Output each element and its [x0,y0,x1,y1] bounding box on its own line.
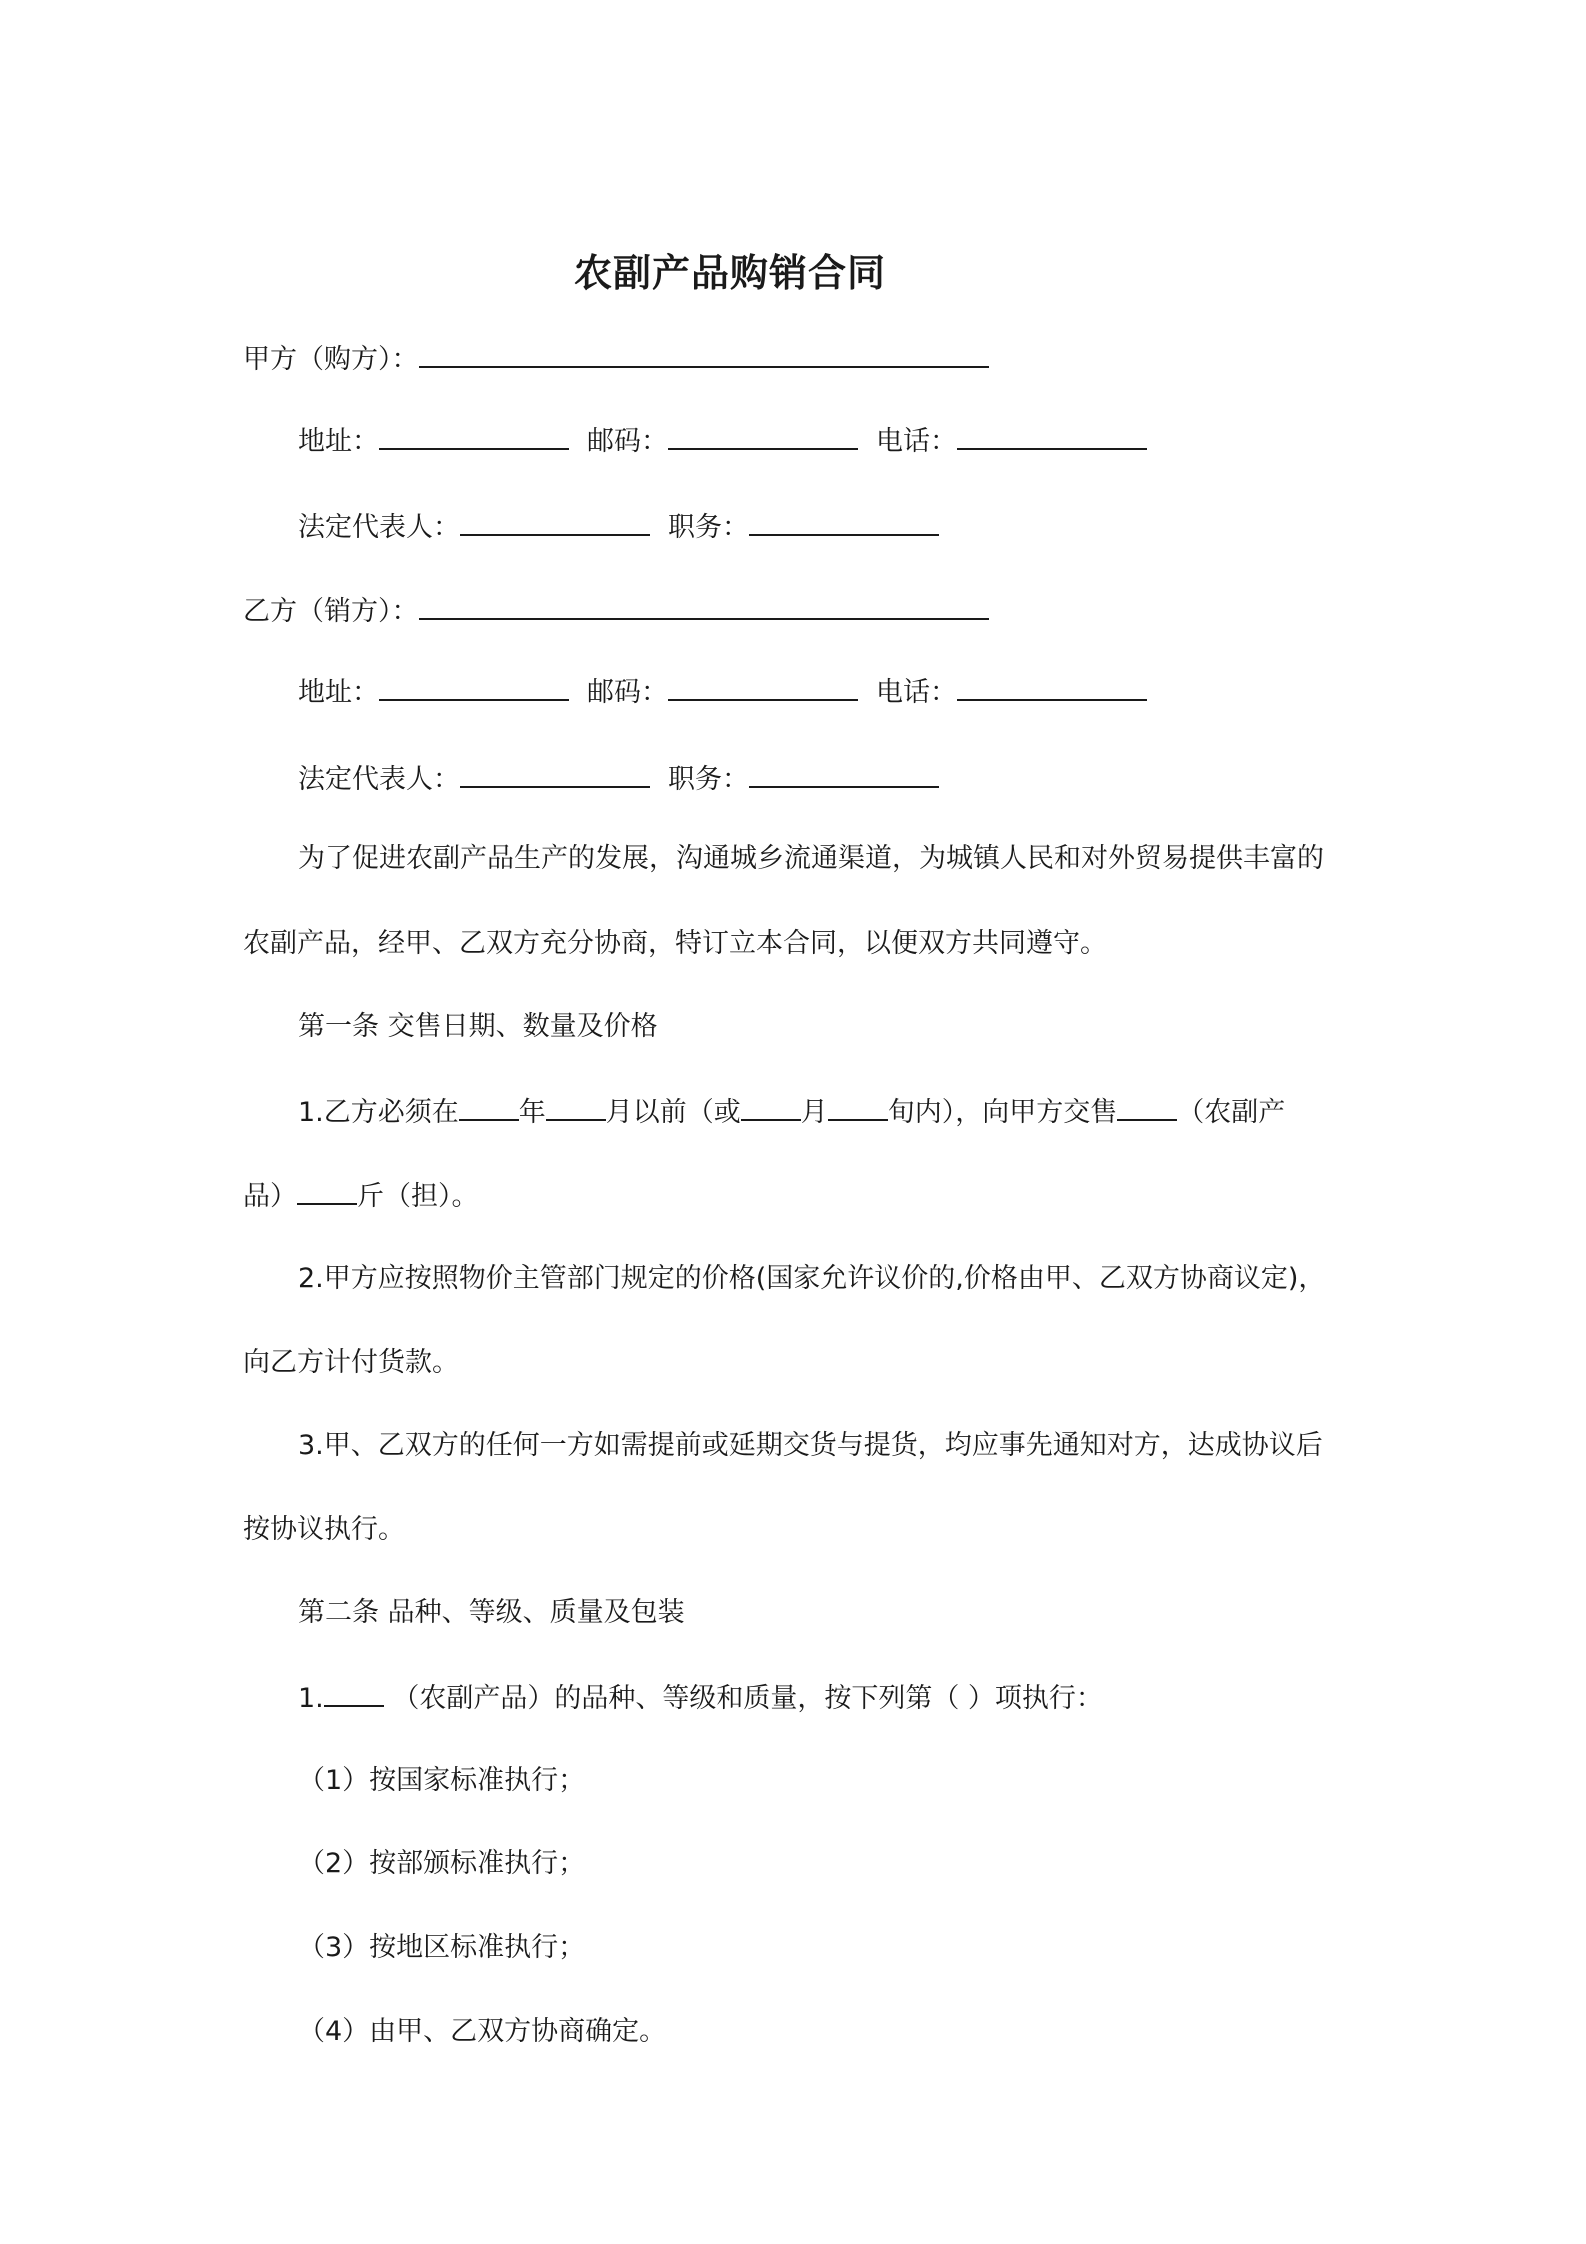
product-name-blank [324,1679,384,1707]
item-text: 旬内），向甲方交售 [887,1097,1118,1128]
party-a-rep-line [298,508,939,546]
party-b-rep-label: 法定代表人： [298,764,460,795]
preamble-line-2: 农副产品，经甲、乙双方充分协商，特订立本合同，以便双方共同遵守。 [243,928,1107,959]
party-b-phone-blank [957,673,1147,701]
party-a-contact-line [298,422,1147,460]
party-b-rep-blank [460,760,650,788]
article-1-heading: 第一条 交售日期、数量及价格 [298,1011,658,1042]
document-title: 农副产品购销合同 [573,251,886,295]
party-b-phone-label: 电话： [876,677,957,708]
party-a-line [243,340,989,378]
quantity-blank [297,1177,357,1205]
item-text: （农副产品）的品种、等级和质量，按下列第（ ）项执行： [383,1683,1103,1714]
party-a-blank [419,340,989,368]
party-b-postcode-blank [668,673,858,701]
party-b-position-label: 职务： [668,764,749,795]
party-a-position-label: 职务： [668,512,749,543]
party-a-address-label: 地址： [298,426,379,457]
year-blank [459,1093,519,1121]
party-a-label: 甲方（购方）： [243,344,419,375]
item-text: （农副产 [1177,1097,1286,1128]
party-b-contact-line [298,673,1147,711]
party-a-phone-blank [957,422,1147,450]
party-a-phone-label: 电话： [876,426,957,457]
party-b-label: 乙方（销方）： [243,596,419,627]
item-text: 品） [243,1181,297,1212]
party-a-postcode-blank [668,422,858,450]
article-1-item-2-line-1: 2.甲方应按照物价主管部门规定的价格(国家允许议价的,价格由甲、乙双方协商议定)， [298,1263,1326,1294]
item-text: 斤（担）。 [357,1181,479,1212]
article-1-item-1-line-2 [243,1177,479,1215]
article-2-option-1: （1）按国家标准执行； [298,1765,586,1796]
article-2-item-1 [298,1679,1103,1717]
article-1-item-1-line-1 [298,1093,1285,1131]
party-a-postcode-label: 邮码： [587,426,668,457]
item-text: 月以前（或 [605,1097,741,1128]
item-text: 1. [298,1683,324,1714]
item-text: 月 [800,1097,828,1128]
party-b-address-blank [379,673,569,701]
product-blank [1117,1093,1177,1121]
party-b-rep-line [298,760,939,798]
article-1-item-2-line-2: 向乙方计付货款。 [243,1347,459,1378]
item-text: 年 [518,1097,546,1128]
preamble-line-1: 为了促进农副产品生产的发展，沟通城乡流通渠道，为城镇人民和对外贸易提供丰富的 [298,843,1324,874]
period-blank [828,1093,888,1121]
article-2-option-4: （4）由甲、乙双方协商确定。 [298,2016,667,2047]
party-b-postcode-label: 邮码： [587,677,668,708]
month-alt-blank [741,1093,801,1121]
party-a-address-blank [379,422,569,450]
item-text: 1.乙方必须在 [298,1097,459,1128]
party-a-position-blank [749,508,939,536]
party-a-rep-label: 法定代表人： [298,512,460,543]
article-1-item-3-line-2: 按协议执行。 [243,1514,405,1545]
party-b-address-label: 地址： [298,677,379,708]
party-b-line [243,592,989,630]
party-b-blank [419,592,989,620]
article-2-option-3: （3）按地区标准执行； [298,1932,586,1963]
article-1-item-3-line-1: 3.甲、乙双方的任何一方如需提前或延期交货与提货，均应事先通知对方，达成协议后 [298,1430,1323,1461]
month-blank [546,1093,606,1121]
party-a-rep-blank [460,508,650,536]
article-2-option-2: （2）按部颁标准执行； [298,1848,586,1879]
article-2-heading: 第二条 品种、等级、质量及包装 [298,1597,685,1628]
party-b-position-blank [749,760,939,788]
